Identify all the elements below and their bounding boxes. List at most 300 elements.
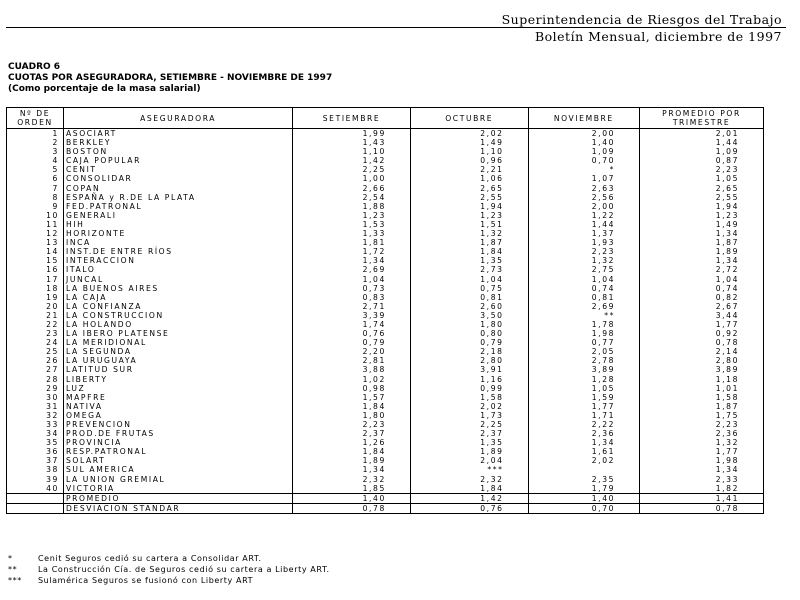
row-number: 2	[7, 138, 64, 147]
row-number: 5	[7, 165, 64, 174]
insurer-name: PROD.DE FRUTAS	[63, 429, 292, 438]
value-promedio: 1,58	[640, 393, 764, 402]
value-octubre: 0,80	[410, 329, 528, 338]
table-row	[7, 447, 764, 456]
insurer-name: BERKLEY	[63, 138, 292, 147]
row-number: 18	[7, 284, 64, 293]
value-noviembre: 0,81	[528, 293, 640, 302]
table-row	[7, 156, 764, 165]
insurer-name: CONSOLIDAR	[63, 174, 292, 183]
table-row	[7, 393, 764, 402]
footnote-text: Cenit Seguros cedió su cartera a Consolidar ART.	[38, 554, 262, 563]
value-promedio: 1,34	[640, 465, 764, 474]
value-octubre: 1,23	[410, 211, 528, 220]
insurer-name: NATIVA	[63, 402, 292, 411]
value-noviembre: 1,40	[528, 493, 640, 503]
col-header-promedio-line1: PROMEDIO POR	[662, 109, 741, 118]
value-setiembre: 0,79	[293, 338, 411, 347]
value-setiembre: 1,34	[293, 256, 411, 265]
insurer-name: COPAN	[63, 184, 292, 193]
col-header-octubre: OCTUBRE	[410, 108, 528, 129]
value-noviembre: 2,63	[528, 184, 640, 193]
insurer-name: FED.PATRONAL	[63, 202, 292, 211]
value-setiembre: 1,40	[293, 493, 411, 503]
value-octubre: 1,32	[410, 229, 528, 238]
value-noviembre: 1,04	[528, 275, 640, 284]
value-octubre: 1,16	[410, 375, 528, 384]
table-title-block	[8, 62, 332, 95]
value-promedio: 0,78	[640, 503, 764, 513]
summary-blank-cell	[7, 503, 64, 513]
value-octubre: 1,06	[410, 174, 528, 183]
value-setiembre: 1,34	[293, 465, 411, 474]
value-promedio: 2,72	[640, 265, 764, 274]
table-row	[7, 311, 764, 320]
table-number: CUADRO 6	[8, 62, 61, 72]
value-noviembre: 2,36	[528, 429, 640, 438]
row-number: 31	[7, 402, 64, 411]
row-number: 9	[7, 202, 64, 211]
value-setiembre: 2,37	[293, 429, 411, 438]
value-octubre: 2,73	[410, 265, 528, 274]
table-row	[7, 265, 764, 274]
value-noviembre: 1,78	[528, 320, 640, 329]
header-rule	[6, 27, 786, 28]
insurer-name: INST.DE ENTRE RÍOS	[63, 247, 292, 256]
value-octubre: 2,55	[410, 193, 528, 202]
row-number: 24	[7, 338, 64, 347]
row-number: 11	[7, 220, 64, 229]
table-row	[7, 275, 764, 284]
value-promedio: 2,67	[640, 302, 764, 311]
row-number: 27	[7, 365, 64, 374]
value-setiembre: 3,88	[293, 365, 411, 374]
value-promedio: 1,34	[640, 256, 764, 265]
value-promedio: 1,94	[640, 202, 764, 211]
value-promedio: 0,82	[640, 293, 764, 302]
value-noviembre: 1,44	[528, 220, 640, 229]
value-noviembre: 1,61	[528, 447, 640, 456]
value-octubre: 2,02	[410, 402, 528, 411]
value-noviembre: 1,40	[528, 138, 640, 147]
value-noviembre: 1,37	[528, 229, 640, 238]
col-header-orden-line1: Nº DE	[19, 109, 51, 118]
value-octubre: 2,04	[410, 456, 528, 465]
footnote	[8, 553, 330, 564]
value-setiembre: 0,73	[293, 284, 411, 293]
value-setiembre: 1,26	[293, 438, 411, 447]
insurer-name: LA CONFIANZA	[63, 302, 292, 311]
value-promedio: 1,09	[640, 147, 764, 156]
value-promedio: 0,78	[640, 338, 764, 347]
table-row	[7, 202, 764, 211]
value-setiembre: 2,66	[293, 184, 411, 193]
row-number: 23	[7, 329, 64, 338]
row-number: 39	[7, 475, 64, 484]
table-subtitle: (Como porcentaje de la masa salarial)	[8, 84, 201, 94]
value-promedio: 1,01	[640, 384, 764, 393]
value-promedio: 1,87	[640, 238, 764, 247]
value-promedio: 1,77	[640, 447, 764, 456]
table-row	[7, 484, 764, 494]
row-number: 33	[7, 420, 64, 429]
row-number: 22	[7, 320, 64, 329]
insurer-name: ASOCIART	[63, 129, 292, 139]
value-setiembre: 0,78	[293, 503, 411, 513]
row-number: 28	[7, 375, 64, 384]
table-body	[7, 129, 764, 514]
value-noviembre: 0,70	[528, 156, 640, 165]
insurer-name: LA BUENOS AIRES	[63, 284, 292, 293]
value-noviembre	[528, 465, 640, 474]
value-noviembre: 0,74	[528, 284, 640, 293]
table-row	[7, 165, 764, 174]
table-row	[7, 129, 764, 139]
value-octubre: 2,18	[410, 347, 528, 356]
summary-label: DESVIACION STANDAR	[63, 503, 292, 513]
value-setiembre: 2,69	[293, 265, 411, 274]
header-organization: Superintendencia de Riesgos del Trabajo	[501, 12, 782, 27]
value-noviembre: 2,23	[528, 247, 640, 256]
row-number: 16	[7, 265, 64, 274]
insurer-name: LA HOLANDO	[63, 320, 292, 329]
value-octubre: 1,49	[410, 138, 528, 147]
insurer-name: JUNCAL	[63, 275, 292, 284]
insurer-name: LUZ	[63, 384, 292, 393]
value-noviembre: 2,78	[528, 356, 640, 365]
row-number: 26	[7, 356, 64, 365]
value-octubre: ***	[410, 465, 528, 474]
value-octubre: 2,60	[410, 302, 528, 311]
insurer-name: ESPAÑA y R.DE LA PLATA	[63, 193, 292, 202]
value-noviembre: 2,05	[528, 347, 640, 356]
table-title: CUOTAS POR ASEGURADORA, SETIEMBRE - NOVIEMBRE DE 1997	[8, 73, 333, 83]
row-number: 34	[7, 429, 64, 438]
value-promedio: 1,98	[640, 456, 764, 465]
value-octubre: 1,84	[410, 247, 528, 256]
table-row	[7, 229, 764, 238]
value-setiembre: 2,32	[293, 475, 411, 484]
value-octubre: 1,10	[410, 147, 528, 156]
value-setiembre: 1,23	[293, 211, 411, 220]
value-noviembre: 1,09	[528, 147, 640, 156]
row-number: 32	[7, 411, 64, 420]
footnotes	[8, 553, 330, 586]
value-octubre: 0,76	[410, 503, 528, 513]
footnote-text: Sulamérica Seguros se fusionó con Liberty ART	[38, 576, 254, 585]
value-setiembre: 1,84	[293, 402, 411, 411]
table-row	[7, 420, 764, 429]
row-number: 38	[7, 465, 64, 474]
value-promedio: 1,23	[640, 211, 764, 220]
value-noviembre: 1,07	[528, 174, 640, 183]
value-octubre: 1,35	[410, 256, 528, 265]
value-promedio: 1,87	[640, 402, 764, 411]
row-number: 3	[7, 147, 64, 156]
value-setiembre: 1,53	[293, 220, 411, 229]
value-promedio: 3,44	[640, 311, 764, 320]
value-noviembre: *	[528, 165, 640, 174]
value-octubre: 1,89	[410, 447, 528, 456]
value-promedio: 2,36	[640, 429, 764, 438]
row-number: 10	[7, 211, 64, 220]
insurer-name: PROVINCIA	[63, 438, 292, 447]
insurer-name: LA URUGUAYA	[63, 356, 292, 365]
value-setiembre: 1,74	[293, 320, 411, 329]
value-noviembre: 2,75	[528, 265, 640, 274]
value-noviembre: 1,34	[528, 438, 640, 447]
value-noviembre: 0,77	[528, 338, 640, 347]
table-row	[7, 465, 764, 474]
value-noviembre: 0,70	[528, 503, 640, 513]
table-row	[7, 302, 764, 311]
promedio-row	[7, 493, 764, 503]
value-noviembre: 1,22	[528, 211, 640, 220]
value-setiembre: 1,72	[293, 247, 411, 256]
value-octubre: 2,32	[410, 475, 528, 484]
value-noviembre: 2,69	[528, 302, 640, 311]
value-promedio: 0,87	[640, 156, 764, 165]
value-promedio: 3,89	[640, 365, 764, 374]
value-setiembre: 1,42	[293, 156, 411, 165]
table-row	[7, 211, 764, 220]
summary-label: PROMEDIO	[63, 493, 292, 503]
value-setiembre: 1,10	[293, 147, 411, 156]
value-promedio: 1,82	[640, 484, 764, 494]
insurer-name: PREVENCION	[63, 420, 292, 429]
table-row	[7, 174, 764, 183]
insurer-name: RESP.PATRONAL	[63, 447, 292, 456]
value-noviembre: 1,28	[528, 375, 640, 384]
value-octubre: 1,04	[410, 275, 528, 284]
insurer-name: INCA	[63, 238, 292, 247]
row-number: 20	[7, 302, 64, 311]
insurer-name: CENIT	[63, 165, 292, 174]
value-setiembre: 1,85	[293, 484, 411, 494]
insurer-name: INTERACCION	[63, 256, 292, 265]
value-octubre: 1,80	[410, 320, 528, 329]
value-noviembre: 2,02	[528, 456, 640, 465]
row-number: 37	[7, 456, 64, 465]
value-promedio: 1,44	[640, 138, 764, 147]
value-promedio: 1,41	[640, 493, 764, 503]
row-number: 1	[7, 129, 64, 139]
table-row	[7, 356, 764, 365]
value-setiembre: 1,02	[293, 375, 411, 384]
col-header-promedio	[640, 108, 764, 129]
value-octubre: 1,42	[410, 493, 528, 503]
value-octubre: 0,96	[410, 156, 528, 165]
value-promedio: 1,34	[640, 229, 764, 238]
value-noviembre: 1,77	[528, 402, 640, 411]
value-octubre: 0,99	[410, 384, 528, 393]
insurer-name: VICTORIA	[63, 484, 292, 494]
table-row	[7, 147, 764, 156]
value-promedio: 1,77	[640, 320, 764, 329]
footnote	[8, 575, 330, 586]
value-setiembre: 0,83	[293, 293, 411, 302]
value-promedio: 2,80	[640, 356, 764, 365]
insurer-name: LIBERTY	[63, 375, 292, 384]
value-promedio: 1,49	[640, 220, 764, 229]
row-number: 30	[7, 393, 64, 402]
row-number: 29	[7, 384, 64, 393]
value-noviembre: 1,79	[528, 484, 640, 494]
value-octubre: 1,35	[410, 438, 528, 447]
table-row	[7, 429, 764, 438]
insurer-name: LA MERIDIONAL	[63, 338, 292, 347]
value-setiembre: 1,84	[293, 447, 411, 456]
value-noviembre: 3,89	[528, 365, 640, 374]
insurer-name: SUL AMERICA	[63, 465, 292, 474]
insurer-name: LA CONSTRUCCION	[63, 311, 292, 320]
value-noviembre: 2,00	[528, 202, 640, 211]
footnote-text: La Construcción Cía. de Seguros cedió su cartera a Liberty ART.	[38, 565, 330, 574]
table-row	[7, 411, 764, 420]
insurer-name: HIH	[63, 220, 292, 229]
value-setiembre: 1,80	[293, 411, 411, 420]
value-setiembre: 1,88	[293, 202, 411, 211]
value-promedio: 1,89	[640, 247, 764, 256]
value-octubre: 1,51	[410, 220, 528, 229]
table-row	[7, 384, 764, 393]
insurer-name: ITALO	[63, 265, 292, 274]
footnote-marker: *	[8, 554, 13, 563]
table-row	[7, 375, 764, 384]
table-row	[7, 247, 764, 256]
row-number: 7	[7, 184, 64, 193]
value-octubre: 0,79	[410, 338, 528, 347]
value-noviembre: 1,71	[528, 411, 640, 420]
value-promedio: 0,92	[640, 329, 764, 338]
table-row	[7, 320, 764, 329]
table-row	[7, 220, 764, 229]
row-number: 6	[7, 174, 64, 183]
value-octubre: 1,58	[410, 393, 528, 402]
value-octubre: 0,75	[410, 284, 528, 293]
value-setiembre: 2,54	[293, 193, 411, 202]
value-setiembre: 0,76	[293, 329, 411, 338]
value-promedio: 2,65	[640, 184, 764, 193]
value-setiembre: 1,00	[293, 174, 411, 183]
value-noviembre: 1,98	[528, 329, 640, 338]
value-setiembre: 1,81	[293, 238, 411, 247]
row-number: 17	[7, 275, 64, 284]
value-octubre: 2,25	[410, 420, 528, 429]
insurer-name: LA SEGUNDA	[63, 347, 292, 356]
value-noviembre: 2,35	[528, 475, 640, 484]
table-row	[7, 184, 764, 193]
value-setiembre: 1,89	[293, 456, 411, 465]
value-octubre: 1,87	[410, 238, 528, 247]
value-octubre: 0,81	[410, 293, 528, 302]
value-noviembre: 1,93	[528, 238, 640, 247]
row-number: 36	[7, 447, 64, 456]
table-header-row	[7, 108, 764, 129]
insurer-name: BOSTON	[63, 147, 292, 156]
value-setiembre: 2,25	[293, 165, 411, 174]
insurer-name: LA UNION GREMIAL	[63, 475, 292, 484]
row-number: 15	[7, 256, 64, 265]
row-number: 25	[7, 347, 64, 356]
table-row	[7, 329, 764, 338]
insurer-name: LA CAJA	[63, 293, 292, 302]
col-header-aseguradora: ASEGURADORA	[63, 108, 292, 129]
row-number: 12	[7, 229, 64, 238]
desviacion-row	[7, 503, 764, 513]
table-row	[7, 293, 764, 302]
quota-table	[6, 107, 764, 514]
value-octubre: 1,84	[410, 484, 528, 494]
row-number: 8	[7, 193, 64, 202]
value-promedio: 2,55	[640, 193, 764, 202]
row-number: 35	[7, 438, 64, 447]
value-promedio: 1,04	[640, 275, 764, 284]
value-setiembre: 1,57	[293, 393, 411, 402]
header-bulletin: Boletín Mensual, diciembre de 1997	[534, 29, 782, 44]
value-setiembre: 1,99	[293, 129, 411, 139]
row-number: 4	[7, 156, 64, 165]
value-promedio: 2,23	[640, 165, 764, 174]
table-row	[7, 456, 764, 465]
value-promedio: 2,23	[640, 420, 764, 429]
value-octubre: 2,02	[410, 129, 528, 139]
value-octubre: 2,65	[410, 184, 528, 193]
col-header-noviembre: NOVIEMBRE	[528, 108, 640, 129]
col-header-orden	[7, 108, 64, 129]
value-setiembre: 2,71	[293, 302, 411, 311]
value-setiembre: 1,33	[293, 229, 411, 238]
value-setiembre: 0,98	[293, 384, 411, 393]
value-octubre: 2,21	[410, 165, 528, 174]
row-number: 40	[7, 484, 64, 494]
value-noviembre: 2,22	[528, 420, 640, 429]
value-octubre: 3,91	[410, 365, 528, 374]
value-promedio: 1,75	[640, 411, 764, 420]
value-setiembre: 1,43	[293, 138, 411, 147]
table-row	[7, 238, 764, 247]
value-setiembre: 3,39	[293, 311, 411, 320]
value-setiembre: 2,81	[293, 356, 411, 365]
value-promedio: 2,14	[640, 347, 764, 356]
value-noviembre: 2,00	[528, 129, 640, 139]
row-number: 13	[7, 238, 64, 247]
table-row	[7, 438, 764, 447]
table-row	[7, 193, 764, 202]
value-promedio: 2,01	[640, 129, 764, 139]
table-row	[7, 338, 764, 347]
value-promedio: 2,33	[640, 475, 764, 484]
table-row	[7, 284, 764, 293]
col-header-orden-line2: ORDEN	[17, 118, 53, 127]
footnote-marker: **	[8, 565, 18, 574]
value-noviembre: 2,56	[528, 193, 640, 202]
value-octubre: 3,50	[410, 311, 528, 320]
summary-blank-cell	[7, 493, 64, 503]
table-row	[7, 256, 764, 265]
insurer-name: CAJA POPULAR	[63, 156, 292, 165]
value-octubre: 2,37	[410, 429, 528, 438]
value-promedio: 1,18	[640, 375, 764, 384]
table-row	[7, 475, 764, 484]
value-noviembre: 1,32	[528, 256, 640, 265]
value-promedio: 0,74	[640, 284, 764, 293]
value-octubre: 2,80	[410, 356, 528, 365]
value-setiembre: 1,04	[293, 275, 411, 284]
row-number: 19	[7, 293, 64, 302]
value-noviembre: 1,05	[528, 384, 640, 393]
insurer-name: HORIZONTE	[63, 229, 292, 238]
